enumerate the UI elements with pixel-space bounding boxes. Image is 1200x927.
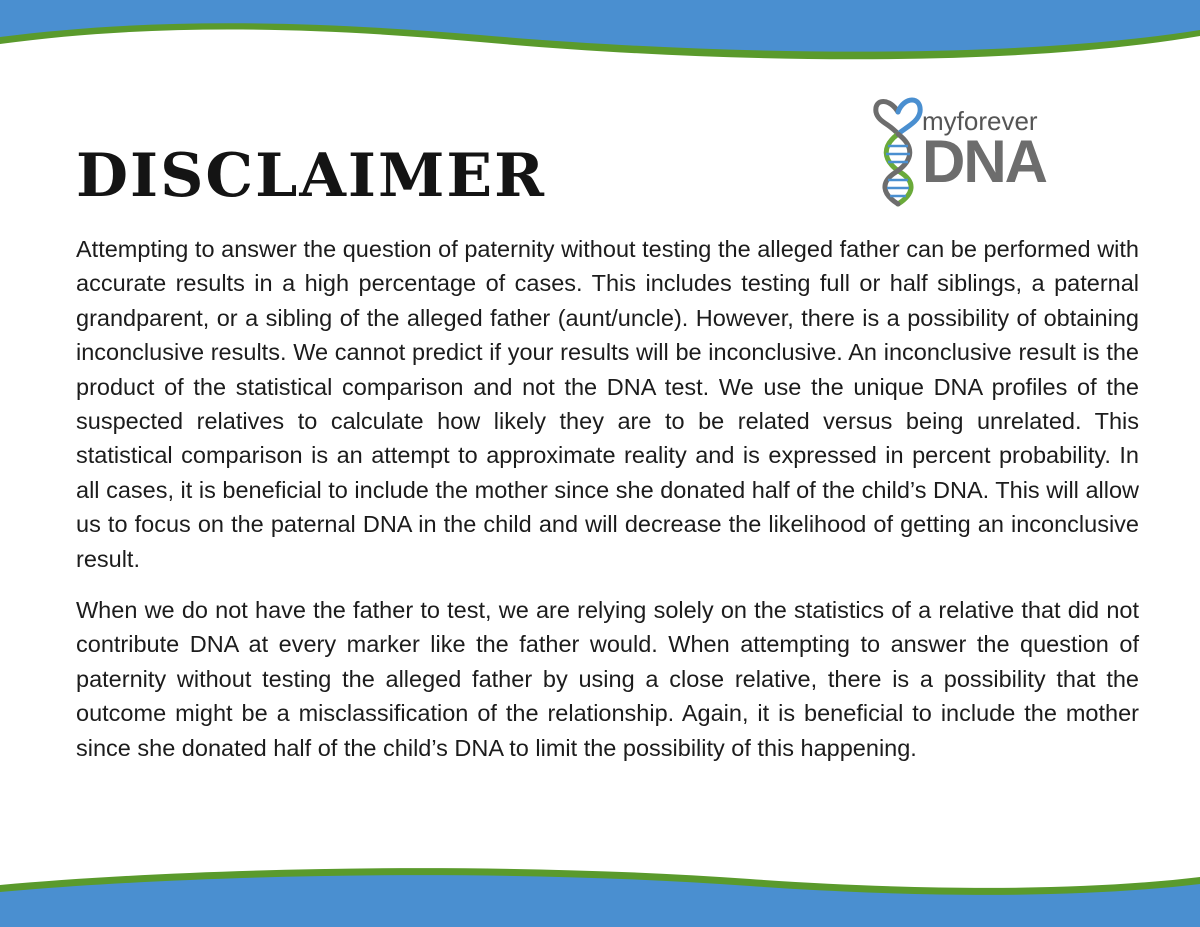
bottom-wave-decoration (0, 847, 1200, 927)
logo-wordmark-top: myforever (922, 106, 1038, 136)
page-title: DISCLAIMER (76, 141, 546, 211)
top-wave-decoration (0, 0, 1200, 80)
disclaimer-body (76, 232, 1139, 782)
disclaimer-paragraph: Attempting to answer the question of paternity without testing the alleged father can be performed with accurate results in a high percentage of cases. This includes testing full or half siblings, a paternal grandparent, or a sibling of the alleged father (aunt/uncle). However, there is a possibility of obtaining inconclusive results. We cannot predict if your results will be inconclusive. An inconclusive result is the product of the statistical comparison and not the DNA test. We use the unique DNA profiles of the suspected relatives to calculate how likely they are to be related versus being unrelated. This statistical comparison is an attempt to approximate reality and is expressed in percent probability. In all cases, it is beneficial to include the mother since she donated half of the child’s DNA. This will allow us to focus on the paternal DNA in the child and will decrease the likelihood of getting an inconclusive result. (76, 236, 1139, 572)
disclaimer-paragraph: When we do not have the father to test, we are relying solely on the statistics of a relative that did not contribute DNA at every marker like the father would. When attempting to answer the question of paternity without testing the alleged father by using a close relative, there is a possibility that the outcome might be a misclassification of the relationship. Again, it is beneficial to include the mother since she donated half of the child’s DNA to limit the possibility of this happening. (76, 597, 1139, 761)
logo-wordmark-dna: DNA (922, 128, 1046, 195)
brand-logo (868, 84, 1068, 208)
